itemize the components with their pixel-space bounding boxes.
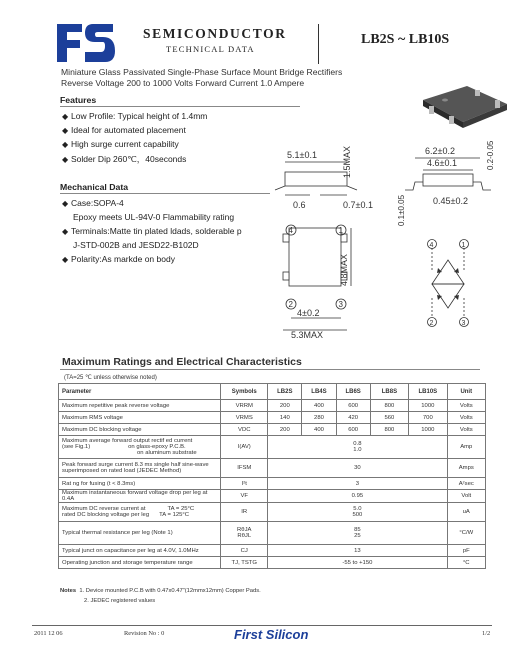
value-cell: -55 to +150 [268,557,447,569]
dim-label: 1.5MAX [342,145,352,178]
table-row [59,459,486,478]
header-divider [318,24,319,64]
value-cell: 400 [302,424,336,436]
unit-cell: Volts [447,424,485,436]
pin-number: 2 [288,300,293,309]
header-subtitle: TECHNICAL DATA [166,44,255,54]
param-cell: Maximum DC reverse current at TA = 25°C rated DC blocking voltage per leg TA = 125°C [59,503,221,522]
param-cell: Maximum average forward output rectif ed current (see Fig.1) on glass-epoxy P.C.B. on aluminum substrate [59,436,221,459]
table-row [59,545,486,557]
features-underline [60,106,300,107]
mechanical-heading: Mechanical Data [60,182,129,192]
value-cell: 400 [302,400,336,412]
unit-cell: °C [447,557,485,569]
unit-cell: Volt [447,490,485,503]
feature-item: ◆ Ideal for automated placement [62,125,186,135]
diamond-icon: ◆ [62,199,69,208]
dim-label: 5.3MAX [291,330,324,340]
column-header: LB8S [370,384,408,400]
unit-cell: A²sec [447,478,485,490]
part-range: LB2S ~ LB10S [361,32,450,47]
symbol-cell: I²t [221,478,268,490]
param-cell: Typical junct on capacitance per leg at 4.0V, 1.0MHz [59,545,221,557]
table-row [59,436,486,459]
dim-label: 0.6 [293,200,306,210]
table-row [59,478,486,490]
value-cell: 200 [268,400,302,412]
column-header: LB2S [268,384,302,400]
value-cell: 420 [336,412,370,424]
dim-label: 0.45±0.2 [433,196,468,206]
value-cell: 200 [268,424,302,436]
param-cell: Maximum RMS voltage [59,412,221,424]
value-cell: 600 [336,400,370,412]
value-cell: 1000 [409,400,447,412]
pin-number: 3 [338,300,343,309]
dim-label: 5.1±0.1 [287,150,317,160]
footer-revision: Revision No : 0 [124,630,165,637]
note-2: 2. JEDEC registered values [84,598,156,604]
param-cell: Operating junction and storage temperature range [59,557,221,569]
param-cell: Maximum instantaneous forward voltage drop per leg at 0.4A [59,490,221,503]
table-row [59,557,486,569]
header-title: SEMICONDUCTOR [143,26,287,41]
company-logo [55,20,117,64]
unit-cell: Amps [447,459,485,478]
unit-cell: Volts [447,412,485,424]
dim-label: 4.8MAX [339,253,349,286]
value-cell: 13 [268,545,447,557]
value-cell: 1000 [409,424,447,436]
footer-divider [32,625,492,626]
feature-item: ◆ Low Profile: Typical height of 1.4mm [62,111,208,121]
diamond-icon: ◆ [62,155,69,164]
value-cell: 800 [370,424,408,436]
value-cell: 0.8 1.0 [268,436,447,459]
mechanical-epoxy: Epoxy meets UL-94V-0 Flammability rating [73,212,235,222]
column-header: LB10S [409,384,447,400]
footer-date: 2011 12 06 [34,630,63,637]
column-header: Symbols [221,384,268,400]
value-cell: 3 [268,478,447,490]
mechanical-underline [60,193,270,194]
symbol-cell: VRMS [221,412,268,424]
features-heading: Features [60,95,97,105]
table-row [59,424,486,436]
dim-label: 4.6±0.1 [427,158,457,168]
param-cell: Peak forward surge current 8.3 ms single half sine-wave superimposed on rated load (JEDEC Method) [59,459,221,478]
unit-cell: °C/W [447,522,485,545]
pin-number: 4 [429,242,434,249]
mechanical-item: ◆ Polarity:As markde on body [62,254,175,264]
value-cell: 140 [268,412,302,424]
column-header: LB6S [336,384,370,400]
symbol-cell: IR [221,503,268,522]
diamond-icon: ◆ [62,140,69,149]
dim-label: 0.1±0.05 [397,194,406,226]
table-row [59,412,486,424]
value-cell: 5.0 500 [268,503,447,522]
table-row [59,503,486,522]
symbol-cell: TJ, TSTG [221,557,268,569]
package-dimension-drawing [265,140,515,340]
notes-section [60,586,261,606]
value-cell: 600 [336,424,370,436]
note-1: 1. Device mounted P.C.B with 0.47x0.47"(12mmx12mm) Copper Pads. [79,588,261,594]
feature-item: ◆ Solder Dip 260℃，40seconds [62,154,187,164]
pin-number: 1 [338,226,343,235]
value-cell: 0.95 [268,490,447,503]
value-cell: 700 [409,412,447,424]
unit-cell: Amp [447,436,485,459]
column-header: LB4S [302,384,336,400]
feature-item: ◆ High surge current capability [62,139,179,149]
value-cell: 280 [302,412,336,424]
footer-page: 1/2 [482,630,491,637]
mechanical-terminals-2: J-STD-002B and JESD22-B102D [73,240,199,250]
symbol-cell: IFSM [221,459,268,478]
diamond-icon: ◆ [62,255,69,264]
unit-cell: uA [447,503,485,522]
description-line-1: Miniature Glass Passivated Single-Phase Surface Mount Bridge Rectifiers [61,67,343,77]
column-header: Unit [447,384,485,400]
symbol-cell: VRRM [221,400,268,412]
ratings-underline [60,369,480,370]
symbol-cell: CJ [221,545,268,557]
notes-label: Notes [60,588,77,594]
param-cell: Maximum repetitive peak reverse voltage [59,400,221,412]
symbol-cell: I(AV) [221,436,268,459]
table-header-row [59,384,486,400]
param-cell: Rat ng for fusing (t < 8.3ms) [59,478,221,490]
pin-number: 4 [288,226,293,235]
value-cell: 85 25 [268,522,447,545]
diamond-icon: ◆ [62,112,69,121]
dim-label: 0.2-0.05 [486,140,495,170]
value-cell: 800 [370,400,408,412]
package-3d-image [415,78,515,138]
unit-cell: pF [447,545,485,557]
table-row [59,522,486,545]
footer-brand: First Silicon [234,627,309,642]
mechanical-item: ◆ Terminals:Matte tin plated ldads, solderable p [62,226,242,236]
pin-number: 1 [461,242,466,249]
table-row [59,400,486,412]
ratings-condition: (TA=25 ℃ unless otherwise noted) [64,375,157,381]
value-cell: 30 [268,459,447,478]
param-cell: Typical thermal resistance per leg (Note 1) [59,522,221,545]
description-line-2: Reverse Voltage 200 to 1000 Volts Forward Current 1.0 Ampere [61,78,305,88]
diamond-icon: ◆ [62,227,69,236]
ratings-heading: Maximum Ratings and Electrical Characteristics [62,356,302,368]
ratings-table [58,383,486,569]
pin-number: 3 [461,320,466,327]
pin-number: 2 [429,320,434,327]
unit-cell: Volts [447,400,485,412]
symbol-cell: VDC [221,424,268,436]
mechanical-item: ◆ Case:SOPA-4 [62,198,124,208]
dim-label: 4±0.2 [297,308,320,318]
diamond-icon: ◆ [62,126,69,135]
dim-label: 6.2±0.2 [425,146,455,156]
symbol-cell: VF [221,490,268,503]
symbol-cell: RθJA RθJL [221,522,268,545]
dim-label: 0.7±0.1 [343,200,373,210]
column-header: Parameter [59,384,221,400]
table-row [59,490,486,503]
value-cell: 560 [370,412,408,424]
param-cell: Maximum DC blocking voltage [59,424,221,436]
